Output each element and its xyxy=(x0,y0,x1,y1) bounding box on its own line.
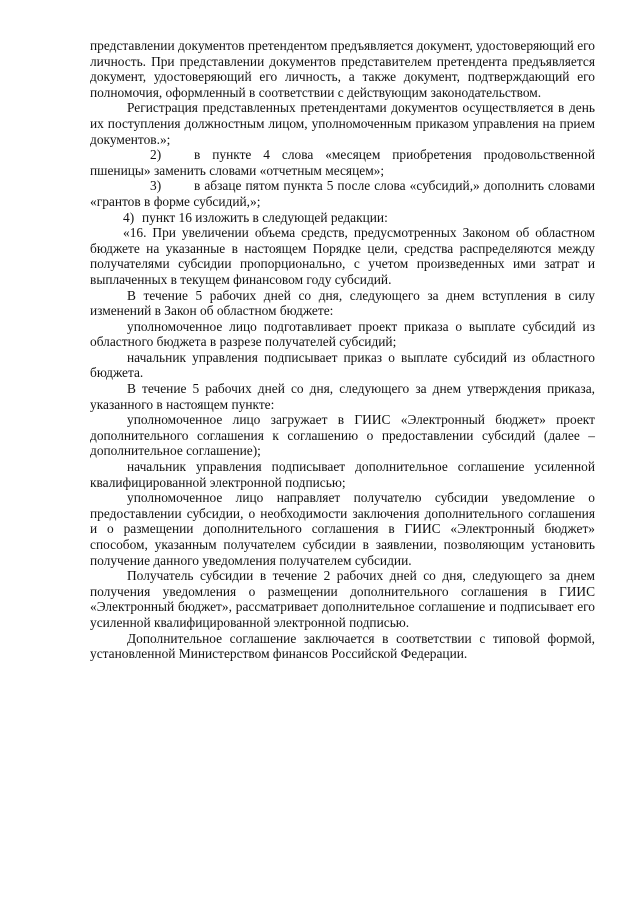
list-item-3 xyxy=(90,178,595,209)
quote-paragraph: начальник управления подписывает дополнительное соглашение усиленной квалифицированной электронной подписью; xyxy=(90,459,595,490)
list-item-4 xyxy=(90,210,595,226)
quote-paragraph: В течение 5 рабочих дней со дня, следующего за днем утверждения приказа, указанного в настоящем пункте: xyxy=(90,381,595,412)
quote-paragraph: В течение 5 рабочих дней со дня, следующего за днем вступления в силу изменений в Закон об областном бюджете: xyxy=(90,287,595,319)
list-item-text: в абзаце пятом пункта 5 после слова «субсидий,» дополнить словами «грантов в форме субсидий,»; xyxy=(90,178,595,209)
list-item-number: 4) xyxy=(123,209,135,225)
list-item-2 xyxy=(90,147,595,178)
quote-paragraph: начальник управления подписывает приказ о выплате субсидий из областного бюджета. xyxy=(90,349,595,381)
paragraph-registration: Регистрация представленных претендентами документов осуществляется в день их поступления должностным лицом, уполномоченным приказом управления на прием документов.»; xyxy=(90,100,595,147)
quote-paragraph: Дополнительное соглашение заключается в соответствии с типовой формой, установленной Министерством финансов Российской Федерации. xyxy=(90,630,595,662)
list-item-number: 3) xyxy=(150,178,162,194)
quote-paragraph: уполномоченное лицо направляет получателю субсидии уведомление о предоставлении субсидии, о необходимости заключения дополнительного соглашения и о размещении дополнительного соглашения в ГИИС «Электронный бюджет» способом, указанным получателем субсидии в заявлении, позволяющим установить получение данного уведомления получателем субсидии. xyxy=(90,490,595,568)
document-page xyxy=(90,38,595,662)
list-item-number: 2) xyxy=(150,147,162,163)
quote-paragraph: уполномоченное лицо загружает в ГИИС «Электронный бюджет» проект дополнительного соглашения к соглашению о предоставлении субсидий (далее – дополнительное соглашение); xyxy=(90,412,595,459)
paragraph-continuation: представлении документов претендентом предъявляется документ, удостоверяющий его личность. При представлении документов представителем претендента предъявляется документ, удостоверяющий его личность, а также документ, подтверждающий его полномочия, оформленный в соответствии с действующим законодательством. xyxy=(90,38,595,100)
quote-paragraph: уполномоченное лицо подготавливает проект приказа о выплате субсидий из областного бюджета в разрезе получателей субсидий; xyxy=(90,318,595,350)
list-item-text: пункт 16 изложить в следующей редакции: xyxy=(142,209,388,225)
quote-paragraph-16: «16. При увеличении объема средств, предусмотренных Законом об областном бюджете на указанные в настоящем Порядке цели, средства распределяются между получателями субсидии пропорционально, с учетом произведенных ими затрат и выплаченных в текущем финансовом году субсидий. xyxy=(90,225,595,287)
list-item-text: в пункте 4 слова «месяцем приобретения продовольственной пшеницы» заменить словами «отчетным месяцем»; xyxy=(90,147,595,178)
quote-paragraph: Получатель субсидии в течение 2 рабочих дней со дня, следующего за днем получения уведомления о размещении дополнительного соглашения в ГИИС «Электронный бюджет», рассматривает дополнительное соглашение и подписывает его усиленной квалифицированной электронной подписью. xyxy=(90,568,595,630)
